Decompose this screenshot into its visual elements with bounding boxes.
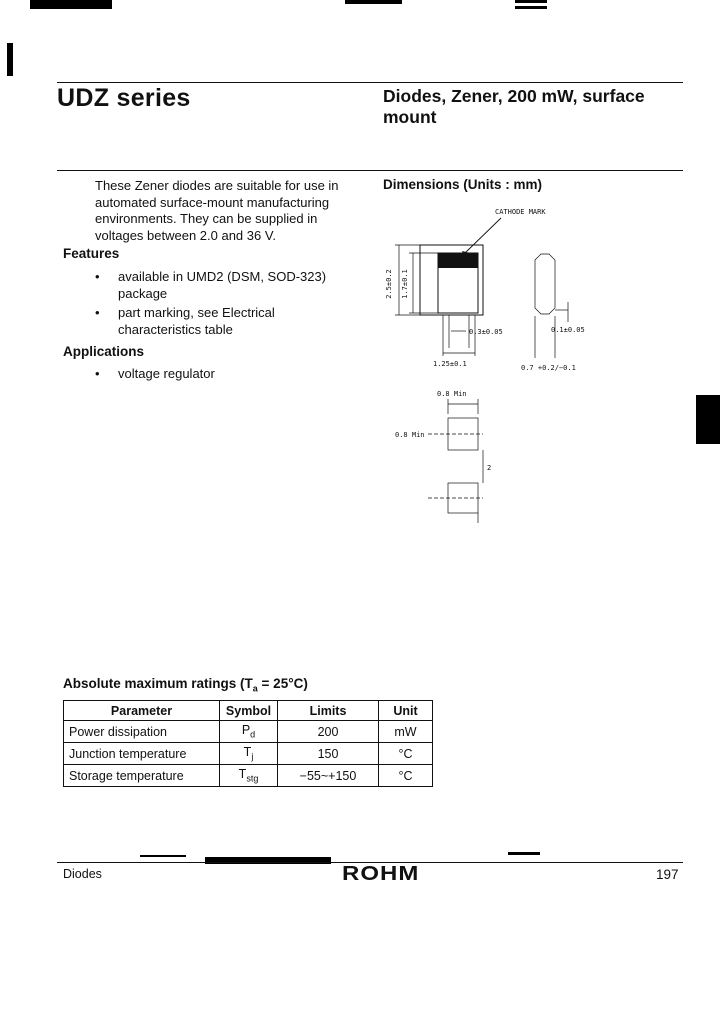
symbol-main: P: [241, 723, 251, 738]
cathode-mark-label: CATHODE MARK: [495, 208, 546, 216]
ratings-heading-sub: a: [252, 683, 258, 694]
cell-limits: 150: [278, 743, 379, 765]
features-heading: Features: [63, 246, 120, 261]
dim-lead-thickness: 0.3±0.05: [469, 328, 503, 336]
header-symbol: Symbol: [220, 701, 278, 721]
dim-pad-height-min: 0.8 Min: [395, 431, 425, 439]
bullet-icon: •: [95, 366, 100, 381]
registration-mark: [515, 0, 547, 3]
cathode-band: [438, 253, 478, 268]
product-title: Diodes, Zener, 200 mW, surface mount: [383, 86, 645, 127]
header-unit: Unit: [379, 701, 433, 721]
feature-item: [95, 269, 330, 302]
table-row: [64, 721, 433, 743]
dim-pad-width-min: 0.8 Min: [437, 390, 467, 398]
cell-parameter: Junction temperature: [64, 743, 220, 765]
bullet-icon: •: [95, 305, 100, 320]
symbol-sub: d: [250, 729, 256, 740]
cell-parameter: Storage temperature: [64, 765, 220, 787]
dim-pad-gap: 2: [487, 464, 492, 472]
applications-heading: Applications: [63, 344, 145, 359]
registration-mark: [30, 0, 112, 9]
feature-item-label: available in UMD2 (DSM, SOD-323) package: [118, 269, 327, 301]
ratings-table: [63, 700, 433, 787]
dim-standoff: 0.1±0.05: [551, 326, 585, 334]
dim-lead-width: 0.7 +0.2/−0.1: [521, 364, 576, 372]
feature-item-label: part marking, see Electrical characteristics table: [118, 305, 275, 337]
cell-unit: °C: [379, 743, 433, 765]
table-row: [64, 765, 433, 787]
cell-symbol: [220, 765, 278, 787]
series-title: UDZ series: [57, 84, 191, 112]
registration-mark: [515, 6, 547, 9]
cell-symbol: [220, 721, 278, 743]
table-header-row: [64, 701, 433, 721]
application-item-label: voltage regulator: [118, 366, 215, 381]
symbol-main: T: [243, 745, 252, 760]
cell-limits: −55~+150: [278, 765, 379, 787]
table-row: [64, 743, 433, 765]
ratings-heading: [63, 676, 308, 694]
page-number: 197: [656, 867, 679, 882]
symbol-main: T: [238, 767, 247, 782]
bullet-icon: •: [95, 269, 100, 284]
dimension-lines: [395, 245, 568, 523]
dim-body-height: 1.7±0.1: [401, 269, 409, 299]
dim-overall-height: 2.5±0.2: [385, 269, 393, 299]
feature-item: [95, 305, 330, 338]
rohm-logo: ROHM: [342, 862, 420, 886]
registration-mark: [140, 855, 186, 857]
header-parameter: Parameter: [64, 701, 220, 721]
footer-section-label: Diodes: [63, 867, 102, 881]
application-item: [95, 366, 330, 383]
cell-symbol: [220, 743, 278, 765]
edge-index-tab: [696, 395, 720, 444]
symbol-sub: stg: [246, 773, 259, 784]
registration-mark: [7, 43, 13, 76]
registration-mark: [508, 852, 540, 855]
cell-unit: mW: [379, 721, 433, 743]
symbol-sub: j: [251, 751, 254, 762]
header-rule-top: [57, 82, 683, 83]
description-paragraph: These Zener diodes are suitable for use in automated surface-mount manufacturing environments. They can be supplied in voltages between 2.0 and 36 V.: [95, 178, 339, 243]
registration-mark: [345, 0, 402, 4]
dimensions-heading: Dimensions (Units : mm): [383, 177, 543, 192]
package-dimensions-drawing: [383, 198, 613, 528]
dim-lead-pitch: 1.25±0.1: [433, 360, 467, 368]
ratings-heading-pre: Absolute maximum ratings (T: [63, 676, 253, 691]
ratings-heading-post: = 25°C): [257, 676, 308, 691]
cell-limits: 200: [278, 721, 379, 743]
header-limits: Limits: [278, 701, 379, 721]
cell-unit: °C: [379, 765, 433, 787]
cell-parameter: Power dissipation: [64, 721, 220, 743]
header-rule-bottom: [57, 170, 683, 171]
